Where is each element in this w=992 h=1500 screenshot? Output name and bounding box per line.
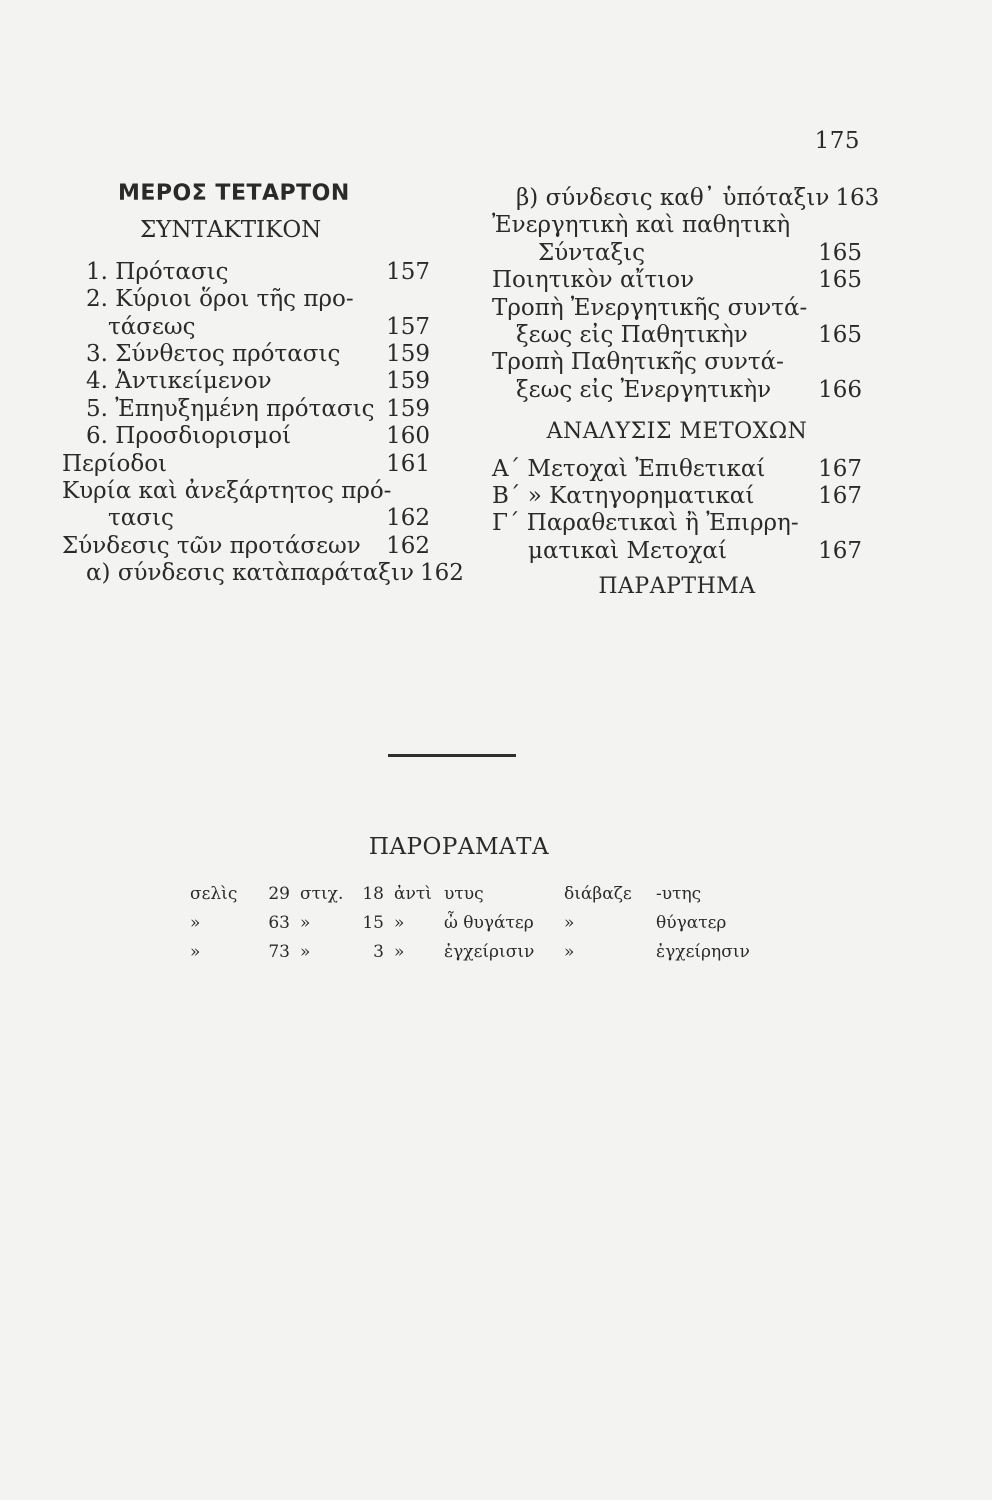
appendix-heading: ΠΑΡΑΡΤΗΜΑ [598, 574, 756, 600]
toc-entry [62, 451, 430, 478]
toc-entry-text: Γ΄ Παραθετικαὶ ἢ Ἐπιρρη- [492, 510, 799, 537]
errata-row [190, 909, 766, 938]
toc-entry [492, 240, 862, 267]
toc-entry [492, 349, 862, 376]
toc-entry-page: 157 [386, 258, 430, 285]
toc-entry [62, 314, 430, 341]
toc-entry-page: 162 [386, 532, 430, 559]
toc-entry [62, 286, 430, 313]
toc-entry-text: Σύνδεσις τῶν προτάσεων [62, 532, 361, 559]
toc-entry-page: 161 [386, 450, 430, 477]
toc-entry-text: 3. Σύνθετος πρότασις [86, 341, 341, 368]
section-divider [388, 754, 516, 757]
errata-page: 73 [268, 942, 290, 962]
toc-entry [492, 322, 862, 349]
errata-read-label: » [564, 913, 575, 933]
toc-entry-text: 4. Ἀντικείμενον [86, 368, 272, 395]
toc-entry-text: 2. Κύριοι ὅροι τῆς προ- [86, 286, 354, 313]
errata-table [190, 880, 766, 967]
toc-entry [492, 510, 862, 537]
toc-right-column [492, 185, 880, 601]
toc-entry-page: 167 [818, 483, 862, 510]
toc-entry-text: β) σύνδεσις καθ᾽ ὑπόταξιν [516, 185, 830, 211]
errata-title: ΠΑΡΟΡΑΜΑΤΑ [368, 834, 550, 860]
errata-instead-label: » [394, 913, 405, 933]
toc-entry-page: 167 [818, 455, 862, 482]
toc-entry-page: 159 [386, 395, 430, 422]
toc-entry-text: Τροπὴ Παθητικῆς συντά- [492, 349, 784, 376]
page-number: 175 [814, 128, 860, 154]
errata-correct: ἐγχείρησιν [656, 942, 750, 962]
toc-entry-text: Περίοδοι [62, 450, 168, 477]
toc-entry-page: 165 [818, 322, 862, 349]
toc-entry-text: 6. Προσδιορισμοί [86, 423, 292, 450]
toc-entry [62, 368, 430, 395]
toc-entry-page: 163 [835, 185, 880, 211]
toc-entry [492, 377, 862, 404]
errata-line: 15 [362, 913, 384, 933]
toc-entry [492, 295, 862, 322]
toc-entry [492, 456, 862, 483]
errata-correct: -υτης [656, 884, 702, 904]
errata-line: 18 [362, 884, 384, 904]
toc-entry-text: 5. Ἐπηυξημένη πρότασις [86, 395, 375, 422]
errata-line-label: » [300, 942, 311, 962]
toc-entry [492, 212, 862, 239]
toc-entry [62, 478, 430, 505]
errata-line: 3 [373, 942, 384, 962]
toc-entry-page: 162 [419, 560, 464, 587]
toc-entry-page: 165 [818, 267, 862, 294]
toc-entry-text: Ποιητικὸν αἴτιον [492, 267, 695, 294]
toc-entry-page: 162 [386, 505, 430, 532]
errata-page: 63 [268, 913, 290, 933]
errata-wrong: υτυς [444, 884, 484, 904]
errata-instead-label: ἀντὶ [394, 884, 432, 904]
toc-entry-text: 1. Πρότασις [86, 258, 229, 285]
toc-entry-page: 166 [818, 376, 862, 403]
errata-page-label: σελὶς [190, 884, 238, 904]
toc-entry [62, 396, 430, 423]
toc-entry [62, 423, 430, 450]
toc-entry [62, 560, 464, 587]
errata-page: 29 [268, 884, 290, 904]
toc-entry [62, 341, 430, 368]
part-heading: ΜΕΡΟΣ ΤΕΤΑΡΤΟΝ [118, 181, 350, 206]
errata-page-label: » [190, 942, 201, 962]
toc-entry-text: Α΄ Μετοχαὶ Ἐπιθετικαί [492, 455, 766, 482]
toc-entry [492, 538, 862, 565]
section-subheading: ΣΥΝΤΑΚΤΙΚΟΝ [140, 217, 322, 244]
toc-entry-text: ξεως εἰς Παθητικὴν [516, 322, 748, 349]
toc-entry-text: Ἐνεργητικὴ καὶ παθητικὴ [492, 212, 791, 239]
toc-entry-page: 165 [818, 239, 862, 266]
errata-line-label: » [300, 913, 311, 933]
errata-read-label: » [564, 942, 575, 962]
toc-entry-text: Β΄ » Κατηγορηματικαί [492, 483, 755, 510]
toc-entry-page: 167 [818, 537, 862, 564]
toc-entry-page: 160 [386, 423, 430, 450]
errata-read-label: διάβαζε [564, 884, 632, 904]
toc-entry-text: τασις [108, 505, 174, 532]
errata-wrong: ἐγχείρισιν [444, 942, 535, 962]
toc-entry-text: τάσεως [108, 313, 196, 340]
errata-row [190, 938, 766, 967]
errata-instead-label: » [394, 942, 405, 962]
toc-entry-text: Κυρία καὶ ἀνεξάρτητος πρό- [62, 478, 392, 505]
toc-entry [62, 259, 430, 286]
participles-heading: ΑΝΑΛΥΣΙΣ ΜΕΤΟΧΩΝ [546, 419, 808, 445]
toc-entry-text: Τροπὴ Ἐνεργητικῆς συντά- [492, 294, 808, 321]
errata-row [190, 880, 766, 909]
toc-entry [492, 267, 862, 294]
errata-wrong: ὦ θυγάτερ [444, 913, 534, 933]
errata-line-label: στιχ. [300, 884, 344, 904]
toc-entry-text: ματικαὶ Μετοχαί [528, 537, 727, 564]
toc-entry [492, 185, 880, 212]
toc-entry-text: α) σύνδεσις κατὰπαράταξιν [86, 560, 414, 587]
toc-entry [62, 533, 430, 560]
errata-page-label: » [190, 913, 201, 933]
toc-entry-page: 157 [386, 313, 430, 340]
errata-correct: θύγατερ [656, 913, 727, 933]
toc-entry-page: 159 [386, 341, 430, 368]
toc-entry-text: ξεως εἰς Ἐνεργητικὴν [516, 376, 772, 403]
toc-entry-page: 159 [386, 368, 430, 395]
toc-entry-text: Σύνταξις [538, 239, 646, 266]
toc-entry [492, 483, 862, 510]
toc-left-column [62, 180, 464, 588]
toc-entry [62, 505, 430, 532]
